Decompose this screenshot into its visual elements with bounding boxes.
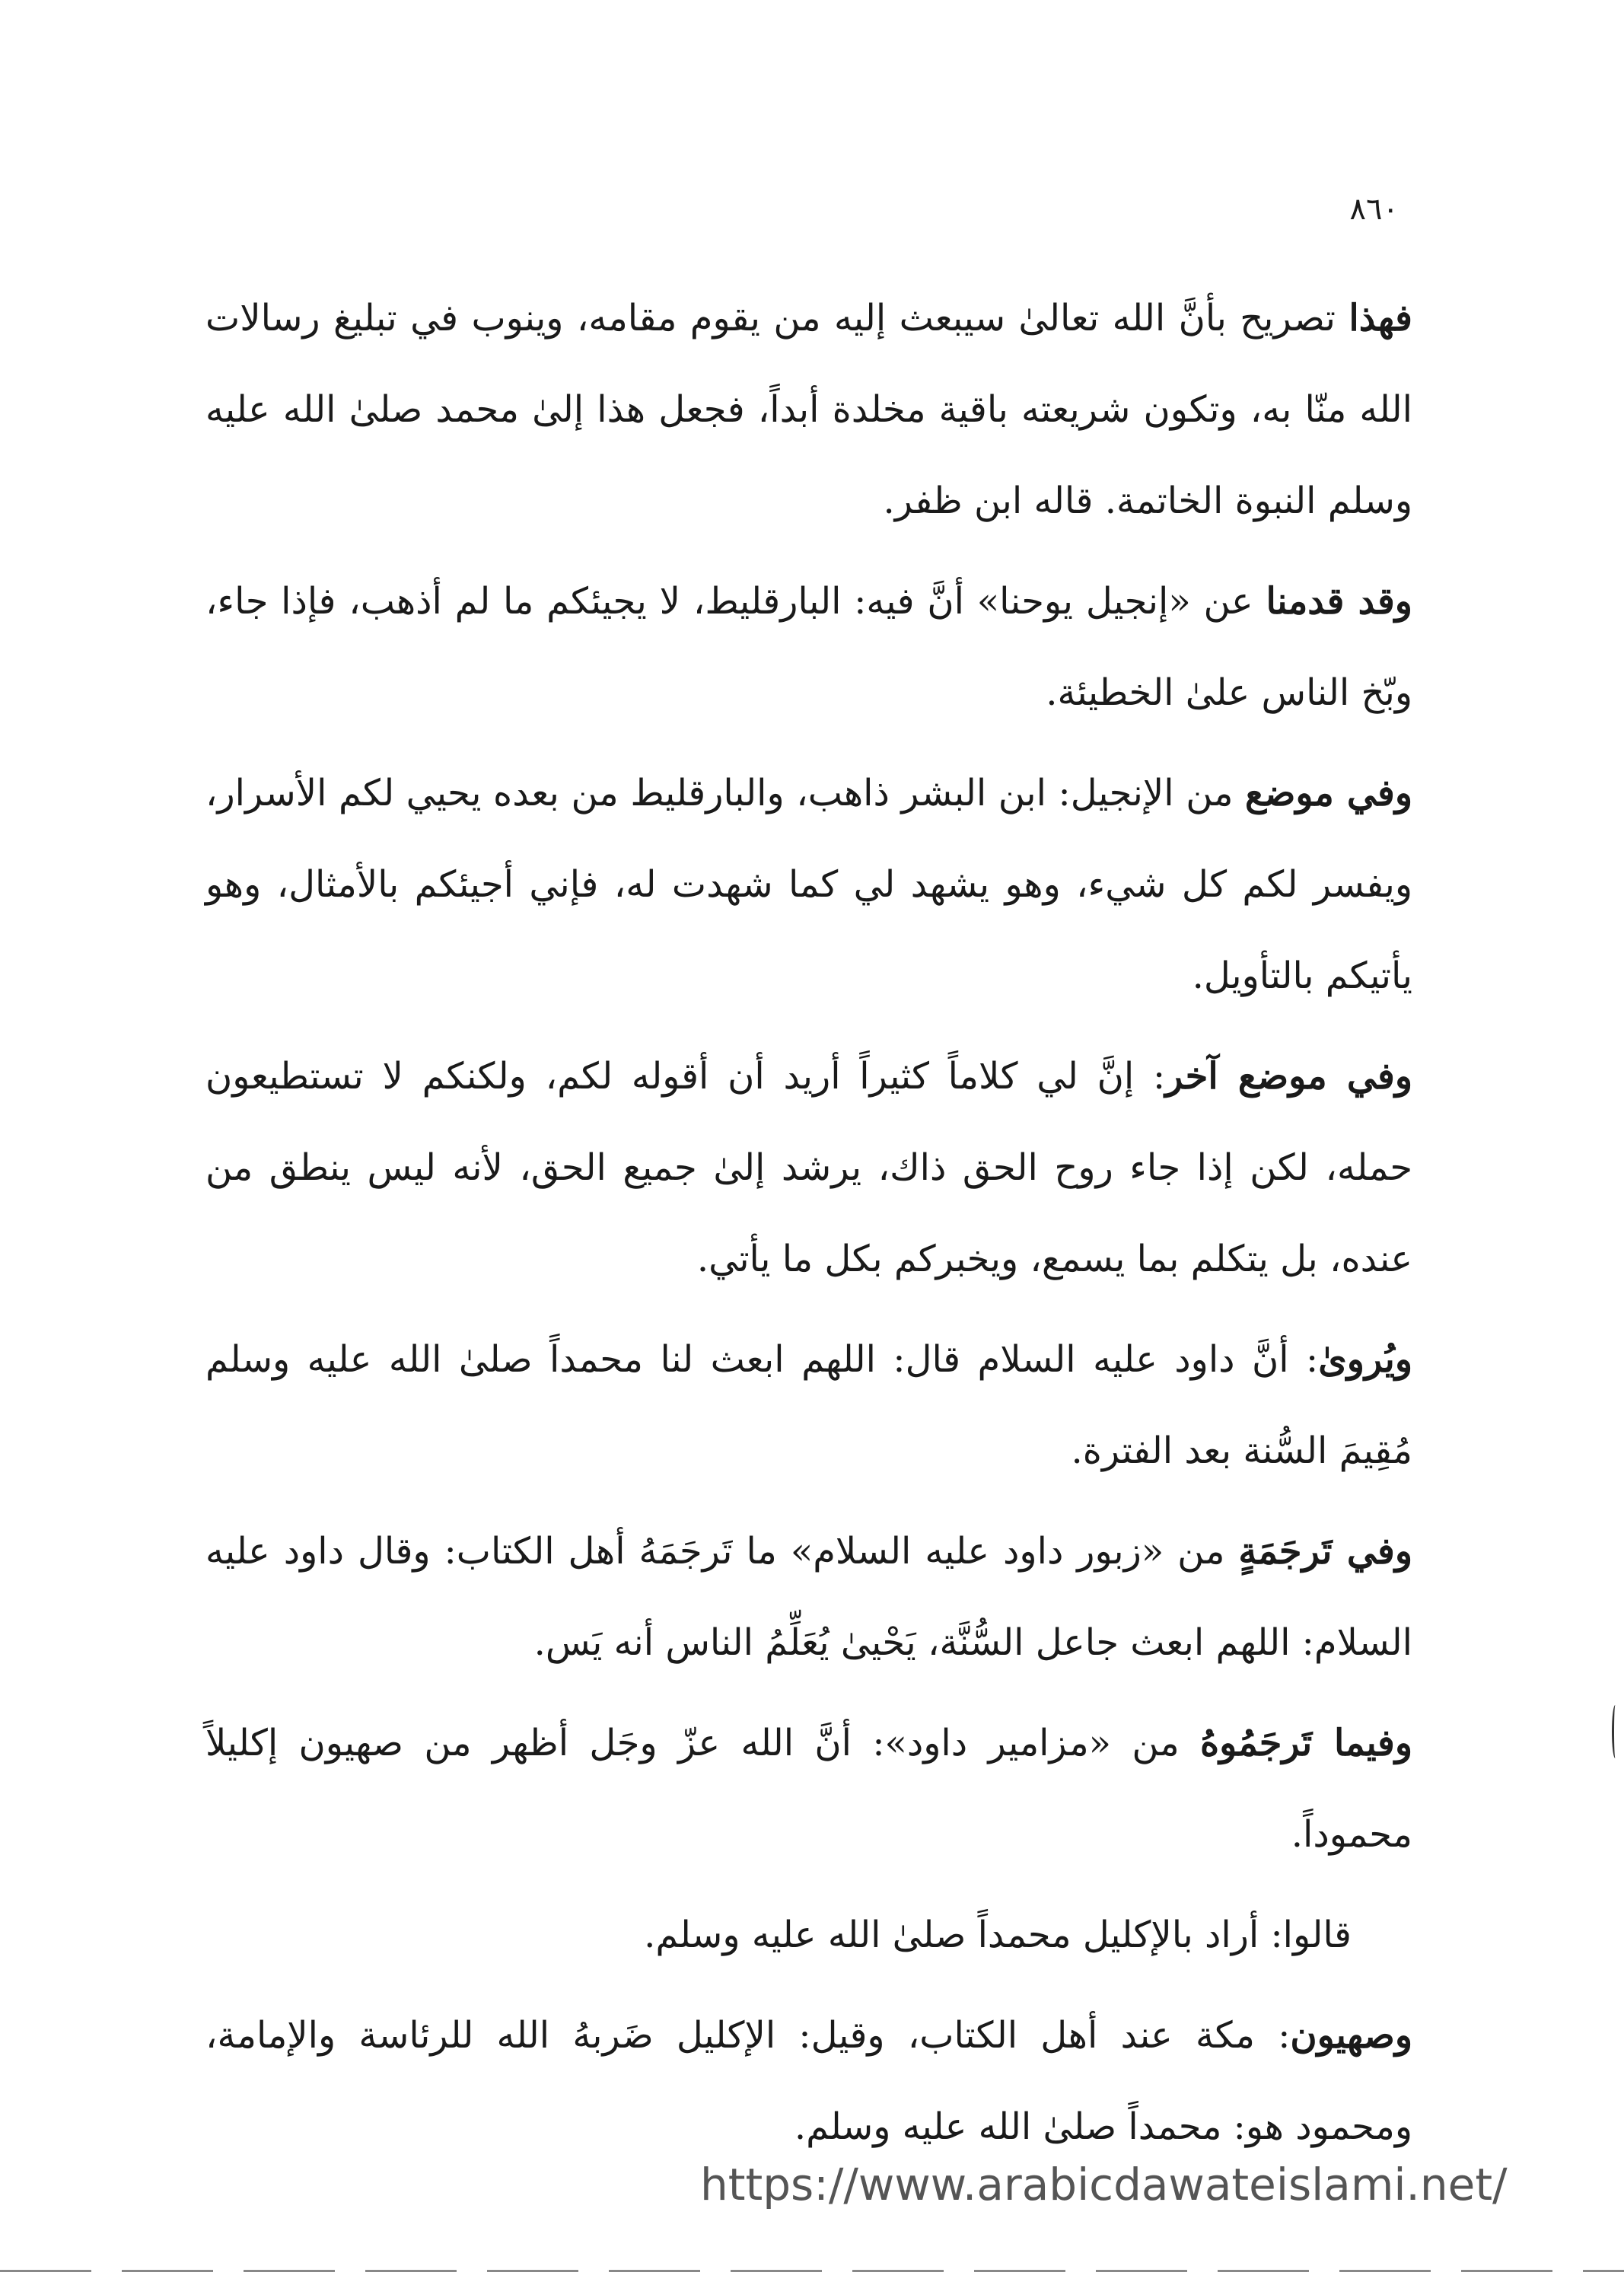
paragraph-lead: وفيما تَرجَمُوهُ bbox=[1200, 1722, 1413, 1764]
paragraph-lead: وفي تَرجَمَةٍ bbox=[1238, 1530, 1412, 1573]
paragraph-text: تصريح بأنَّ الله تعالىٰ سيبعث إليه من يقوم مقامه، وينوب في تبليغ رسالات الله منّا به، وتكون شريعته باقية مخلدة أبداً، فجعل هذا إلىٰ محمد صلىٰ الله عليه وسلم النبوة الخاتمة. قاله ابن ظفر. bbox=[205, 297, 1412, 522]
binding-mark bbox=[1612, 1705, 1619, 1758]
paragraph bbox=[205, 1506, 1412, 1688]
paragraph-text: : إنَّ لي كلاماً كثيراً أريد أن أقوله لكم، ولكنكم لا تستطيعون حمله، لكن إذا جاء روح الحق ذاك، يرشد إلىٰ جميع الحق، لأنه ليس ينطق من عنده، بل يتكلم بما يسمع، ويخبركم بكل ما يأتي. bbox=[205, 1055, 1412, 1280]
paragraph-text: من الإنجيل: ابن البشر ذاهب، والبارقليط من بعده يحيي لكم الأسرار، ويفسر لكم كل شيء، وهو يشهد لي كما شهدت له، فإني أجيئكم بالأمثال، وهو يأتيكم بالتأويل. bbox=[205, 772, 1412, 997]
watermark-url[interactable]: https://www.arabicdawateislami.net/ bbox=[700, 2159, 1508, 2210]
paragraph bbox=[205, 556, 1412, 738]
paragraph bbox=[205, 273, 1412, 547]
paragraph-lead: ويُروىٰ bbox=[1318, 1338, 1412, 1381]
paragraph-text: من «مزامير داود»: أنَّ الله عزّ وجَل أظهر من صهيون إكليلاً محموداً. bbox=[205, 1722, 1412, 1856]
body-text bbox=[205, 273, 1412, 2182]
paragraph bbox=[205, 1990, 1412, 2172]
paragraph-lead: فهذا bbox=[1349, 297, 1412, 339]
paragraph-text: قالوا: أراد بالإكليل محمداً صلىٰ الله عليه وسلم. bbox=[644, 1914, 1352, 1956]
paragraph-text: : مكة عند أهل الكتاب، وقيل: الإكليل ضَربهُ الله للرئاسة والإمامة، ومحمود هو: محمداً صلىٰ الله عليه وسلم. bbox=[205, 2014, 1412, 2148]
paragraph bbox=[205, 1889, 1412, 1981]
page-number: ٨٦٠ bbox=[1349, 192, 1399, 227]
paragraph-lead: وفي موضع آخر bbox=[1165, 1055, 1413, 1098]
paragraph bbox=[205, 1031, 1412, 1305]
paragraph-text: : أنَّ داود عليه السلام قال: اللهم ابعث لنا محمداً صلىٰ الله عليه وسلم مُقِيمَ السُّنة بعد الفترة. bbox=[205, 1338, 1412, 1472]
paragraph-lead: وفي موضع bbox=[1245, 772, 1413, 814]
paragraph-text: عن «إنجيل يوحنا» أنَّ فيه: البارقليط، لا يجيئكم ما لم أذهب، فإذا جاء، وبّخ الناس علىٰ الخطيئة. bbox=[205, 580, 1412, 714]
bottom-rule bbox=[0, 2270, 1624, 2272]
paragraph bbox=[205, 747, 1412, 1021]
paragraph bbox=[205, 1314, 1412, 1496]
paragraph-lead: وصهيون bbox=[1290, 2014, 1412, 2057]
paragraph bbox=[205, 1697, 1412, 1880]
paragraph-text: من «زبور داود عليه السلام» ما تَرجَمَهُ أهل الكتاب: وقال داود عليه السلام: اللهم ابعث جاعل السُّنَّة، يَحْيىٰ يُعَلِّمُ الناس أنه يَس. bbox=[205, 1530, 1412, 1664]
paragraph-lead: وقد قدمنا bbox=[1266, 580, 1412, 623]
